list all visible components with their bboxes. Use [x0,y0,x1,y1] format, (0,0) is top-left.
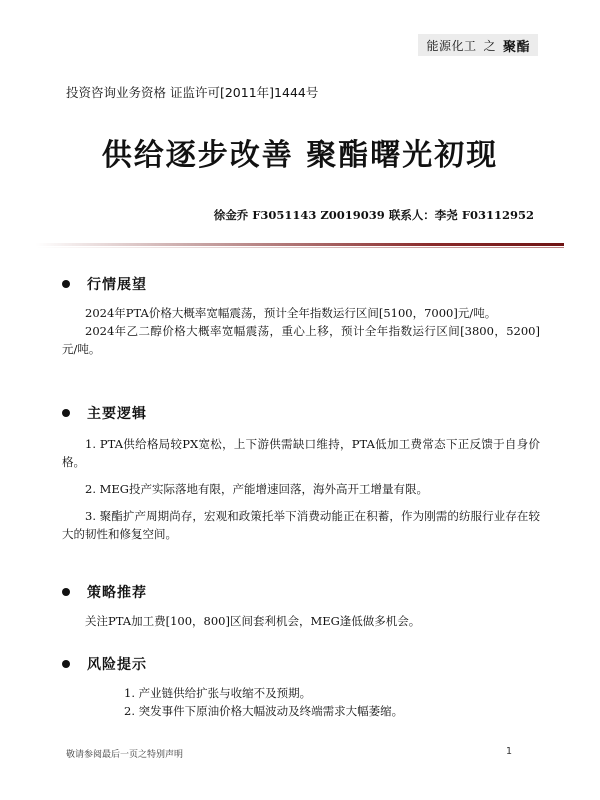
section-title: 行情展望 [87,277,147,293]
title-divider [36,243,564,246]
section-strategy [62,582,540,630]
bullet-icon [62,660,70,668]
footer-disclaimer: 敬请参阅最后一页之特别声明 [66,750,184,760]
header-tag-separator: 之 [483,38,496,53]
paragraph: 1. PTA供给格局较PX宽松，上下游供需缺口维持，PTA低加工费常态下正反馈于自身价格。 [62,437,540,469]
paragraph: 关注PTA加工费[100，800]区间套利机会，MEG逢低做多机会。 [85,614,421,628]
report-title: 供给逐步改善 聚酯曙光初现 [101,138,499,173]
authors-line: 徐金乔 F3051143 Z0019039 联系人：李尧 F03112952 [213,208,534,222]
paragraph: 2024年乙二醇价格大概率宽幅震荡，重心上移，预计全年指数运行区间[3800，5200]元/吨。 [62,324,540,356]
header-tag-right: 聚酯 [502,39,530,55]
license-line: 投资咨询业务资格 证监许可[2011年]1444号 [66,85,319,100]
section-heading [62,654,540,674]
paragraph: 2024年PTA价格大概率宽幅震荡，预计全年指数运行区间[5100，7000]元/吨。 [85,306,497,320]
section-title: 主要逻辑 [87,406,147,422]
section-heading [62,274,540,294]
section-heading [62,403,540,423]
bullet-icon [62,588,70,596]
header-tag [418,34,538,56]
list-item: 2. 突发事件下原油价格大幅波动及终端需求大幅萎缩。 [124,704,404,718]
list-item: 1. 产业链供给扩张与收缩不及预期。 [124,686,312,700]
section-risk [62,654,540,720]
paragraph: 3. 聚酯扩产周期尚存，宏观和政策托举下消费动能正在积蓄，作为刚需的纺服行业存在较大的韧性和修复空间。 [62,509,540,541]
bullet-icon [62,409,70,417]
page-number: 1 [505,746,512,757]
title-divider-thin [36,247,564,248]
bullet-icon [62,280,70,288]
header-tag-left: 能源化工 [426,38,477,53]
section-title: 策略推荐 [87,585,147,601]
paragraph: 2. MEG投产实际落地有限，产能增速回落，海外高开工增量有限。 [85,482,428,496]
section-outlook [62,274,540,358]
section-logic [62,403,540,543]
section-heading [62,582,540,602]
section-title: 风险提示 [87,657,147,673]
